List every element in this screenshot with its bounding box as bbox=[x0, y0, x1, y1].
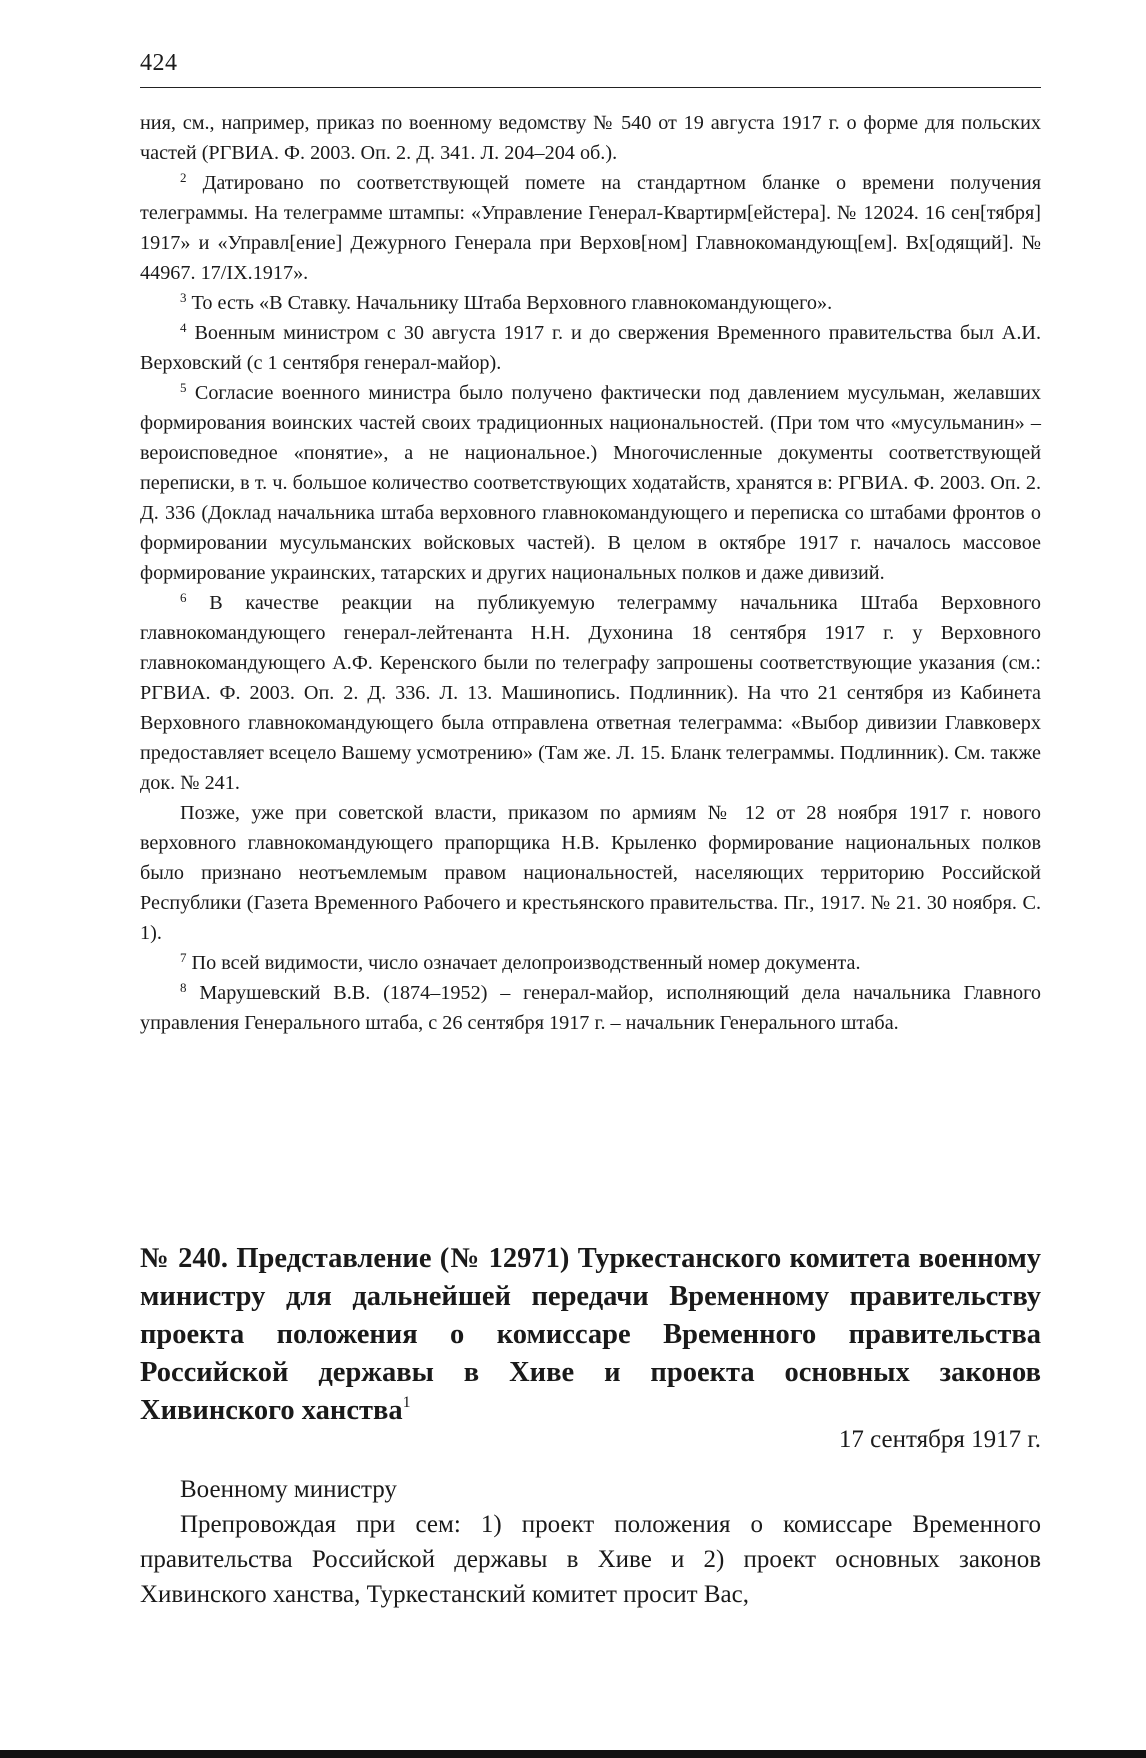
footnote-4 bbox=[140, 318, 1041, 378]
footnote-7-text: По всей видимости, число означает делопроизводственный номер документа. bbox=[186, 952, 861, 974]
document-body-paragraph: Препровождая при сем: 1) проект положения о комиссаре Временного правительства Российской державы в Хиве и 2) проект основных законов Хивинского ханства, Туркестанский комитет просит Вас, bbox=[140, 1511, 1041, 1608]
document-date: 17 сентября 1917 г. bbox=[838, 1426, 1041, 1453]
footnote-5-marker: 5 bbox=[180, 380, 187, 395]
footnote-6-marker: 6 bbox=[180, 590, 187, 605]
footnote-4-marker: 4 bbox=[180, 320, 187, 335]
document-addressee: Военному министру bbox=[180, 1476, 397, 1503]
footnote-8-marker: 8 bbox=[180, 980, 187, 995]
page-number: 424 bbox=[140, 50, 178, 76]
footnote-3 bbox=[140, 288, 1041, 318]
footnote-2-marker: 2 bbox=[180, 170, 187, 185]
footnote-8 bbox=[140, 978, 1041, 1038]
footnote-8-text: Марушевский В.В. (1874–1952) – генерал-майор, исполняющий дела начальника Главного управления Генерального штаба, с 26 сентября 1917 г. – начальник Генерального штаба. bbox=[140, 982, 1041, 1034]
footnote-6-continuation: Позже, уже при советской власти, приказом по армиям № 12 от 28 ноября 1917 г. нового верховного главнокомандующего прапорщика Н.В. Крыленко формирование национальных полков было признано неотъемлемым правом национальностей, населяющих территорию Российской Республики (Газета Временного Рабочего и крестьянского правительства. Пг., 1917. № 21. 30 ноября. С. 1). bbox=[140, 802, 1041, 944]
footnote-4-text: Военным министром с 30 августа 1917 г. и до свержения Временного правительства был А.И. Верховский (с 1 сентября генерал-майор). bbox=[140, 322, 1041, 374]
footnote-2-text: Датировано по соответствующей помете на стандартном бланке о времени получения телеграммы. На телеграмме штампы: «Управление Генерал-Квартирм[ейстера]. № 12024. 16 сен[тября] 1917» и «Управл[ение] Дежурного Генерала при Верхов[ном] Главнокомандующ[ем]. Вх[одящий]. № 44967. 17/IX.1917». bbox=[140, 172, 1041, 284]
footnote-6-text: В качестве реакции на публикуемую телеграмму начальника Штаба Верховного главнокомандующего генерал-лейтенанта Н.Н. Духонина 18 сентября 1917 г. у Верховного главнокомандующего А.Ф. Керенского были по телеграфу запрошены соответствующие указания (см.: РГВИА. Ф. 2003. Оп. 2. Д. 336. Л. 13. Машинопись. Подлинник). На что 21 сентября из Кабинета Верховного главнокомандующего была отправлена ответная телеграмма: «Выбор дивизии Главковерх предоставляет всецело Вашему усмотрению» (Там же. Л. 15. Бланк телеграммы. Подлинник). См. также док. № 241. bbox=[140, 592, 1041, 794]
footnote-3-marker: 3 bbox=[180, 290, 187, 305]
footnote-5 bbox=[140, 378, 1041, 588]
footnote-7 bbox=[140, 948, 1041, 978]
document-body bbox=[140, 1472, 1041, 1612]
scan-bottom-edge bbox=[0, 1750, 1146, 1758]
footnote-7-marker: 7 bbox=[180, 950, 187, 965]
footnotes-section bbox=[140, 108, 1041, 1038]
footnote-3-text: То есть «В Ставку. Начальнику Штаба Верховного главнокомандующего». bbox=[186, 292, 833, 314]
document-title-text: № 240. Представление (№ 12971) Туркестанского комитета военному министру для дальнейшей передачи Временному правительству проекта положения о комиссаре Временного правительства Российской державы в Хиве и проекта основных законов Хивинского ханства bbox=[140, 1243, 1041, 1426]
header-rule bbox=[140, 87, 1041, 88]
document-title-footnote-marker: 1 bbox=[402, 1394, 411, 1411]
footnote-2 bbox=[140, 168, 1041, 288]
footnote-6 bbox=[140, 588, 1041, 798]
document-title bbox=[140, 1240, 1041, 1430]
footnote-1-continuation: ния, см., например, приказ по военному ведомству № 540 от 19 августа 1917 г. о форме для польских частей (РГВИА. Ф. 2003. Оп. 2. Д. 341. Л. 204–204 об.). bbox=[140, 112, 1041, 164]
footnote-5-text: Согласие военного министра было получено фактически под давлением мусульман, желавших формирования воинских частей своих традиционных национальностей. (При том что «мусульманин» – вероисповедное «понятие», а не национальное.) Многочисленные документы соответствующей переписки, в т. ч. большое количество соответствующих ходатайств, хранятся в: РГВИА. Ф. 2003. Оп. 2. Д. 336 (Доклад начальника штаба верховного главнокомандующего и переписка со штабами фронтов о формировании мусульманских войсковых частей). В целом в октябре 1917 г. началось массовое формирование украинских, татарских и других национальных полков и даже дивизий. bbox=[140, 382, 1041, 584]
